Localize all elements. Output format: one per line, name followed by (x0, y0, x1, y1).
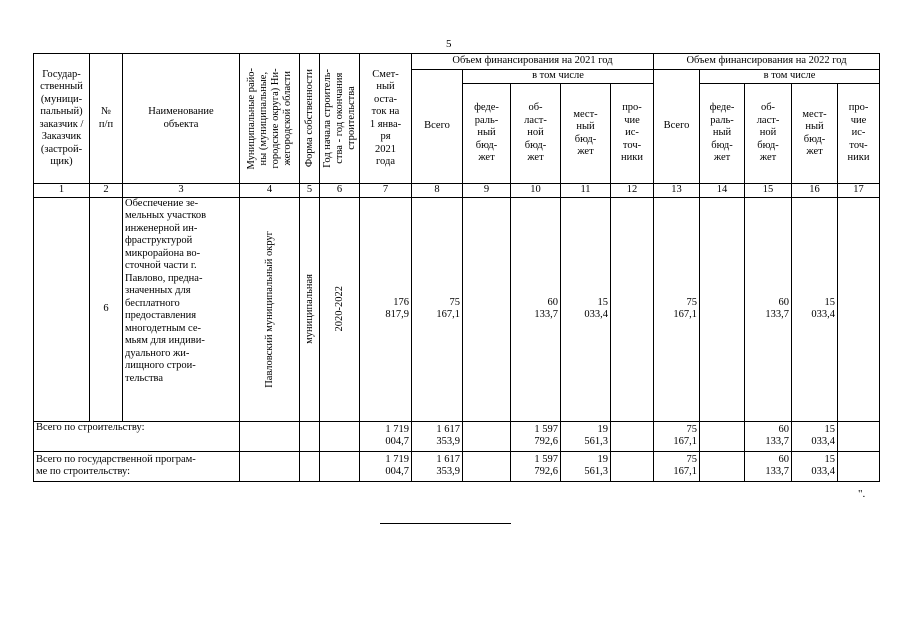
column-number: 14 (700, 184, 745, 198)
column-number-row (34, 184, 880, 198)
header-estimate-balance: Смет- ный оста- ток на 1 янва- ря 2021 года (360, 54, 412, 184)
header-municipal-districts: Муниципальные райо- ны (муниципальные, городские округа) Ни- жегородской области (240, 54, 300, 184)
construction-total-label: Всего по строительству: (34, 421, 240, 451)
column-number: 2 (90, 184, 123, 198)
cell-other-2021 (611, 197, 654, 421)
cell-num: 6 (90, 197, 123, 421)
header-other-2022: про- чие ис- точ- ники (838, 84, 880, 184)
header-customer: Государ- ственный (муници- пальный) заказчик / Заказчик (застрой- щик) (34, 54, 90, 184)
column-number: 15 (745, 184, 792, 198)
cell-ownership: муниципальная (300, 197, 320, 421)
cell-regional-2022: 60 133,7 (745, 197, 792, 421)
cell-other-2022 (838, 197, 880, 421)
cell-regional-2022: 60 133,7 (745, 421, 792, 451)
column-number: 1 (34, 184, 90, 198)
cell-regional-2021: 1 597 792,6 (511, 451, 561, 481)
column-number: 4 (240, 184, 300, 198)
cell-federal-2021 (463, 197, 511, 421)
column-number: 9 (463, 184, 511, 198)
cell-local-2022: 15 033,4 (792, 451, 838, 481)
financing-table (33, 53, 880, 482)
cell-regional-2021: 1 597 792,6 (511, 421, 561, 451)
cell-total-2022: 75 167,1 (654, 197, 700, 421)
cell-federal-2022 (700, 197, 745, 421)
cell-local-2021: 19 561,3 (561, 451, 611, 481)
column-number: 16 (792, 184, 838, 198)
construction-total-row (34, 421, 880, 451)
cell-local-2021: 19 561,3 (561, 421, 611, 451)
cell-total-2022: 75 167,1 (654, 451, 700, 481)
cell-regional-2022: 60 133,7 (745, 451, 792, 481)
column-number: 7 (360, 184, 412, 198)
program-total-label: Всего по государственной програм- ме по строительству: (34, 451, 240, 481)
cell-estimate-balance: 176 817,9 (360, 197, 412, 421)
cell-regional-2021: 60 133,7 (511, 197, 561, 421)
program-total-row (34, 451, 880, 481)
cell-local-2021: 15 033,4 (561, 197, 611, 421)
cell-total-2021: 1 617 353,9 (412, 451, 463, 481)
column-number: 12 (611, 184, 654, 198)
column-number: 13 (654, 184, 700, 198)
cell-district: Павловский муниципальный округ (240, 197, 300, 421)
column-number: 10 (511, 184, 561, 198)
header-federal-2021: феде- раль- ный бюд- жет (463, 84, 511, 184)
header-including-2021: в том числе (463, 70, 654, 84)
cell-local-2022: 15 033,4 (792, 197, 838, 421)
header-total-2021: Всего (412, 70, 463, 184)
header-federal-2022: феде- раль- ный бюд- жет (700, 84, 745, 184)
header-num: № п/п (90, 54, 123, 184)
header-ownership: Форма собственности (300, 54, 320, 184)
column-number: 11 (561, 184, 611, 198)
header-local-2021: мест- ный бюд- жет (561, 84, 611, 184)
table-row (34, 197, 880, 421)
cell-customer (34, 197, 90, 421)
header-other-2021: про- чие ис- точ- ники (611, 84, 654, 184)
header-regional-2022: об- ласт- ной бюд- жет (745, 84, 792, 184)
cell-years: 2020-2022 (320, 197, 360, 421)
cell-estimate-balance: 1 719 004,7 (360, 421, 412, 451)
header-funding-2021: Объем финансирования на 2021 год (412, 54, 654, 70)
header-regional-2021: об- ласт- ной бюд- жет (511, 84, 561, 184)
cell-estimate-balance: 1 719 004,7 (360, 451, 412, 481)
cell-local-2022: 15 033,4 (792, 421, 838, 451)
column-number: 6 (320, 184, 360, 198)
closing-mark: ". (858, 488, 866, 500)
cell-total-2022: 75 167,1 (654, 421, 700, 451)
header-object-name: Наименование объекта (123, 54, 240, 184)
header-total-2022: Всего (654, 70, 700, 184)
column-number: 17 (838, 184, 880, 198)
footer-divider (380, 523, 511, 524)
header-local-2022: мест- ный бюд- жет (792, 84, 838, 184)
cell-total-2021: 1 617 353,9 (412, 421, 463, 451)
cell-total-2021: 75 167,1 (412, 197, 463, 421)
column-number: 5 (300, 184, 320, 198)
page-number: 5 (446, 38, 452, 50)
cell-object-name: Обеспечение зе- мельных участков инженерной ин- фраструктурой микрорайона во- сточной части г. Павлово, предна- значенных для бесплатного предоставления многодетным се- мьям для индиви- дуального жи- лищного строи- тельства (123, 197, 240, 421)
column-number: 3 (123, 184, 240, 198)
header-including-2022: в том числе (700, 70, 880, 84)
column-number: 8 (412, 184, 463, 198)
header-funding-2022: Объем финансирования на 2022 год (654, 54, 880, 70)
header-years: Год начала строитель- ства - год окончания строительства (320, 54, 360, 184)
